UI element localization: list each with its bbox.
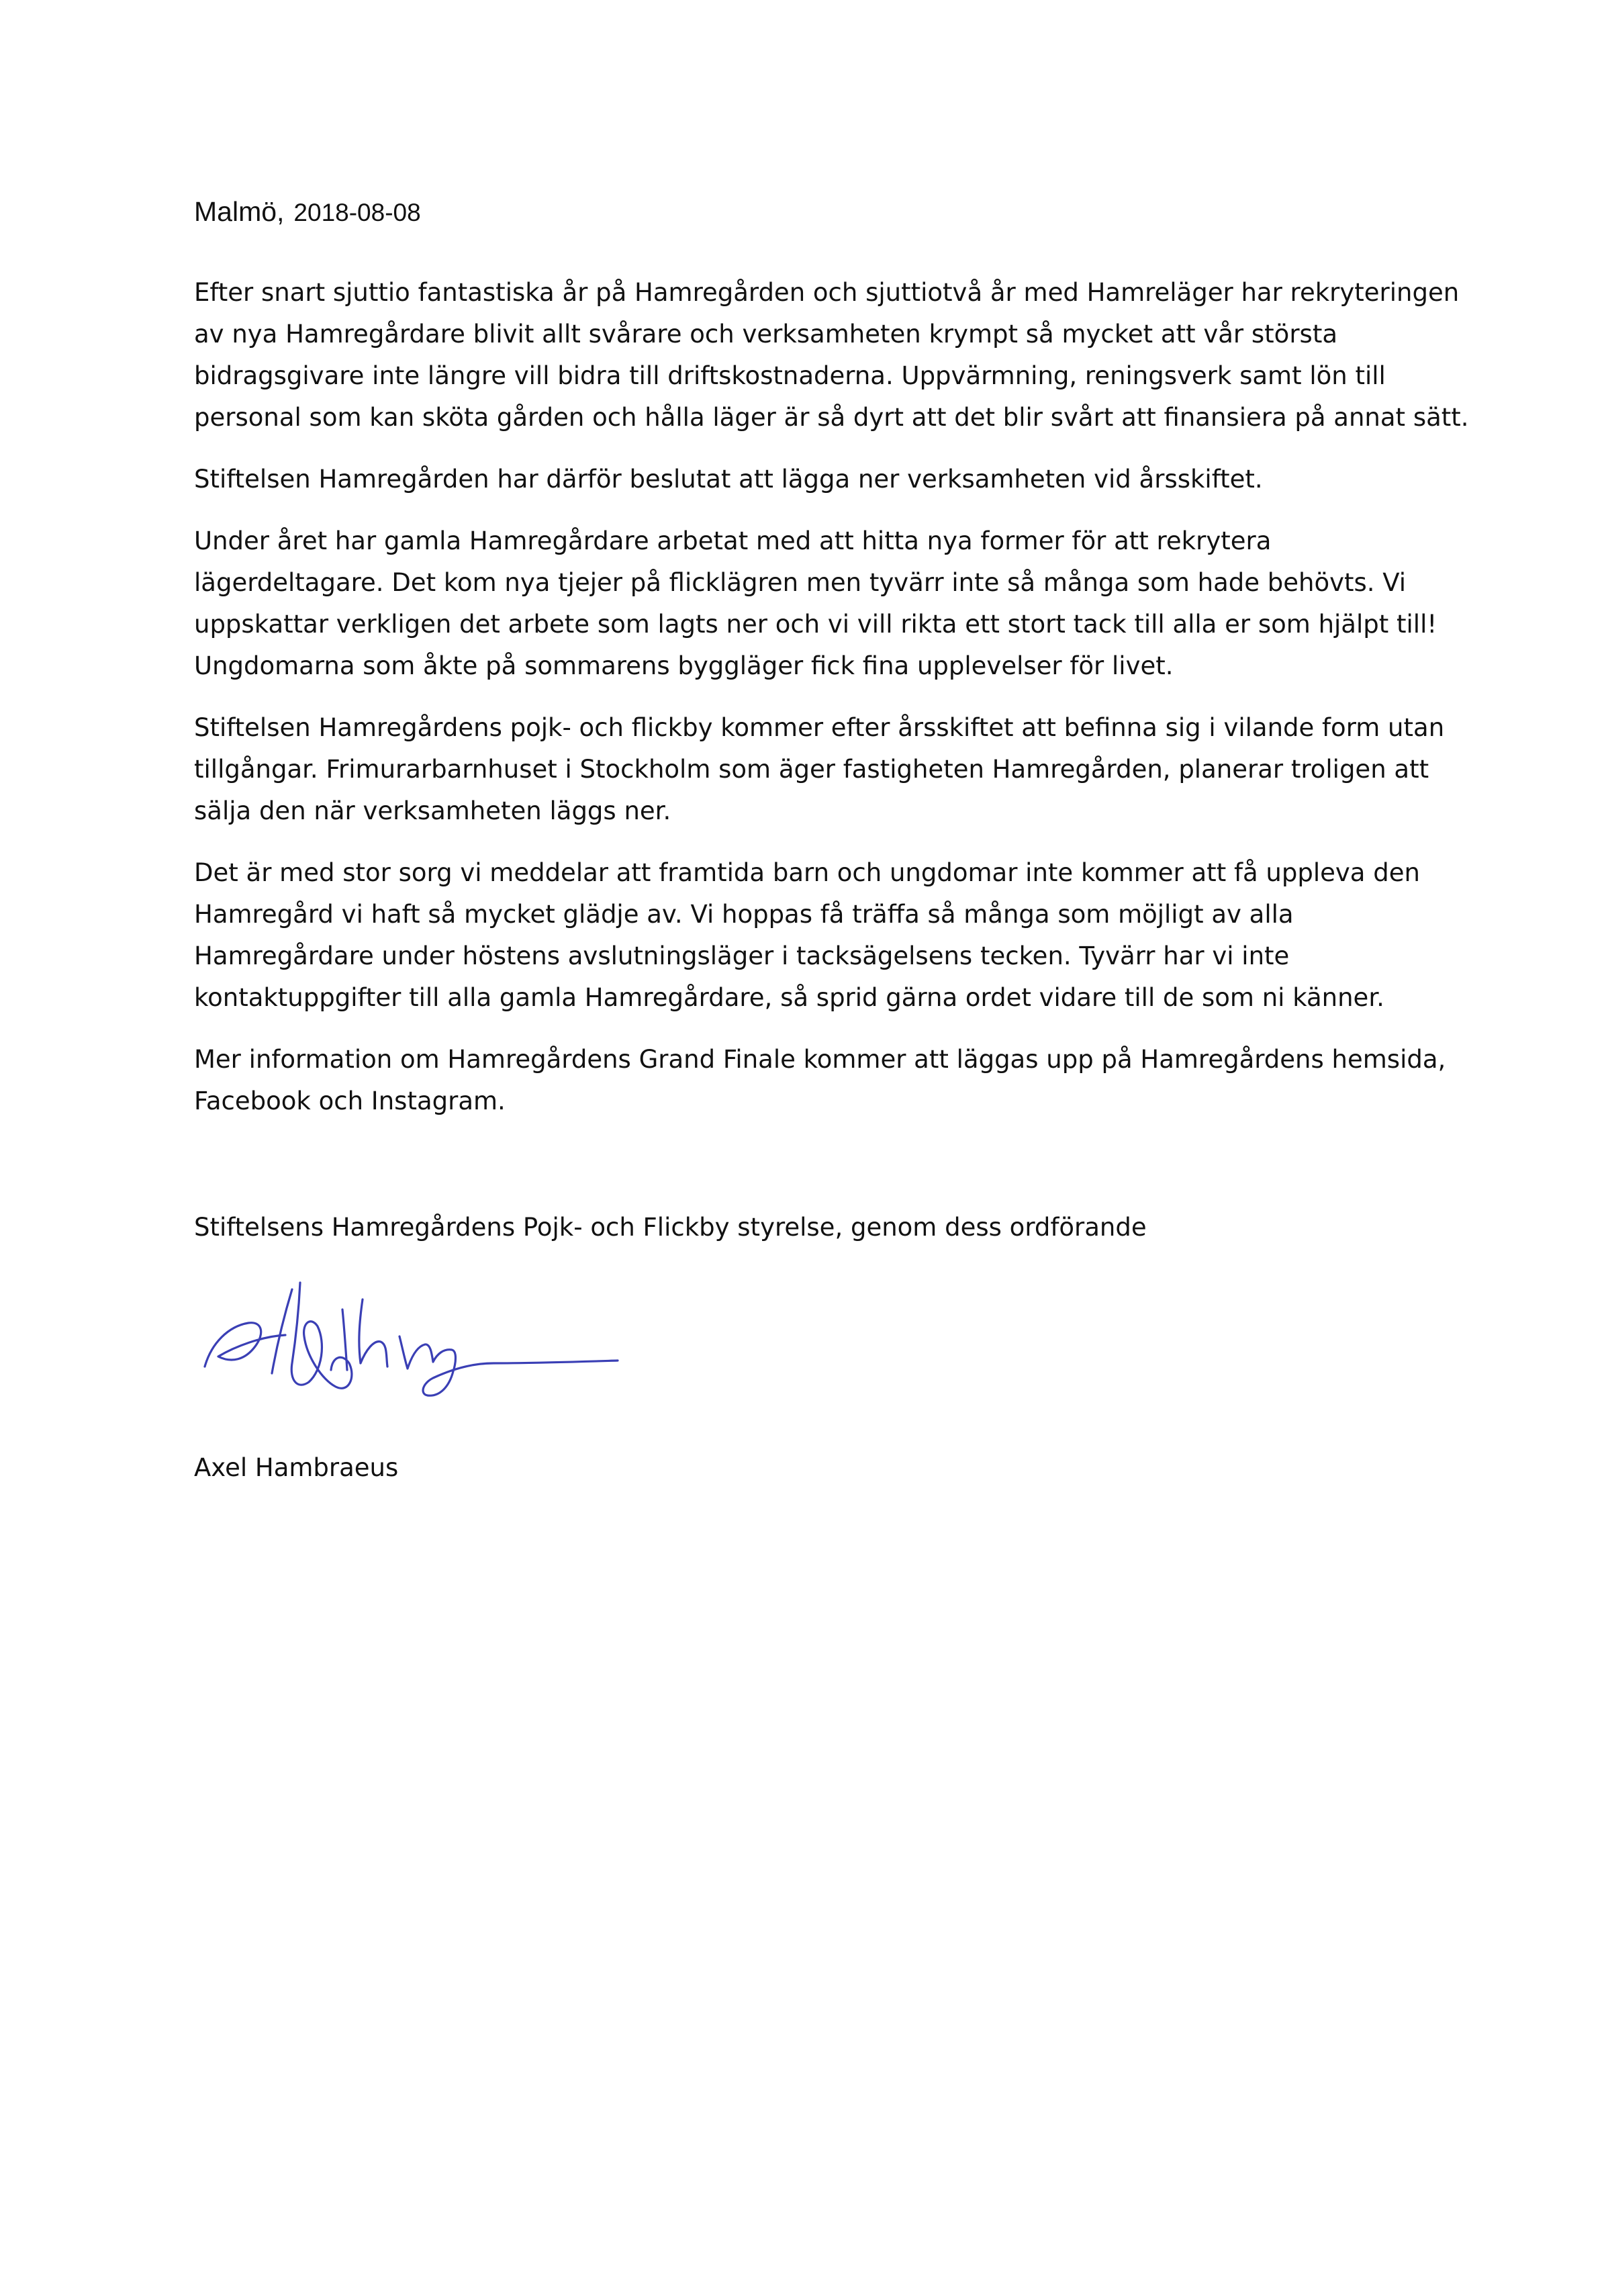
dateline: [194, 196, 421, 228]
paragraph-more-info: Mer information om Hamregårdens Grand Finale kommer att läggas upp på Hamregårdens hemsida, Facebook och Instagram.: [194, 1045, 1446, 1115]
letter-date: 2018-08-08: [293, 199, 421, 226]
letter-place: Malmö,: [194, 196, 285, 227]
signature-strokes: [205, 1283, 618, 1395]
closing-line: Stiftelsens Hamregårdens Pojk- och Flickby styrelse, genom dess ordförande: [194, 1213, 1147, 1242]
letter-body: [194, 272, 1470, 1142]
paragraph-thanks: Under året har gamla Hamregårdare arbetat med att hitta nya former för att rekrytera lägerdeltagare. Det kom nya tjejer på flicklägren men tyvärr inte så många som hade behövts. Vi uppskattar verkligen det arbete som lagts ner och vi vill rikta ett stort tack till alla er som hjälpt till! Ungdomarna som åkte på sommarens byggläger fick fina upplevelser för livet.: [194, 526, 1437, 680]
signer-name: Axel Hambraeus: [194, 1453, 399, 1482]
paragraph-dormant: Stiftelsen Hamregårdens pojk- och flickby kommer efter årsskiftet att befinna sig i vilande form utan tillgångar. Frimurarbarnhuset i Stockholm som äger fastigheten Hamregården, planerar troligen att sälja den när verksamheten läggs ner.: [194, 713, 1445, 825]
paragraph-recruitment: Efter snart sjuttio fantastiska år på Hamregården och sjuttiotvå år med Hamreläger har rekryteringen av nya Hamregårdare blivit allt svårare och verksamheten krympt så mycket att vår största bidragsgivare inte längre vill bidra till driftskostnaderna. Uppvärmning, reningsverk samt lön till personal som kan sköta gården och hålla läger är så dyrt att det blir svårt att finansiera på annat sätt.: [194, 278, 1469, 432]
paragraph-farewell: Det är med stor sorg vi meddelar att framtida barn och ungdomar inte kommer att få uppleva den Hamregård vi haft så mycket glädje av. Vi hoppas få träffa så många som möjligt av alla Hamregårdare under höstens avslutningsläger i tacksägelsens tecken. Tyvärr har vi inte kontaktuppgifter till alla gamla Hamregårdare, så sprid gärna ordet vidare till de som ni känner.: [194, 858, 1420, 1012]
handwritten-signature: [198, 1262, 628, 1417]
paragraph-decision: Stiftelsen Hamregården har därför beslutat att lägga ner verksamheten vid årsskiftet.: [194, 465, 1263, 494]
